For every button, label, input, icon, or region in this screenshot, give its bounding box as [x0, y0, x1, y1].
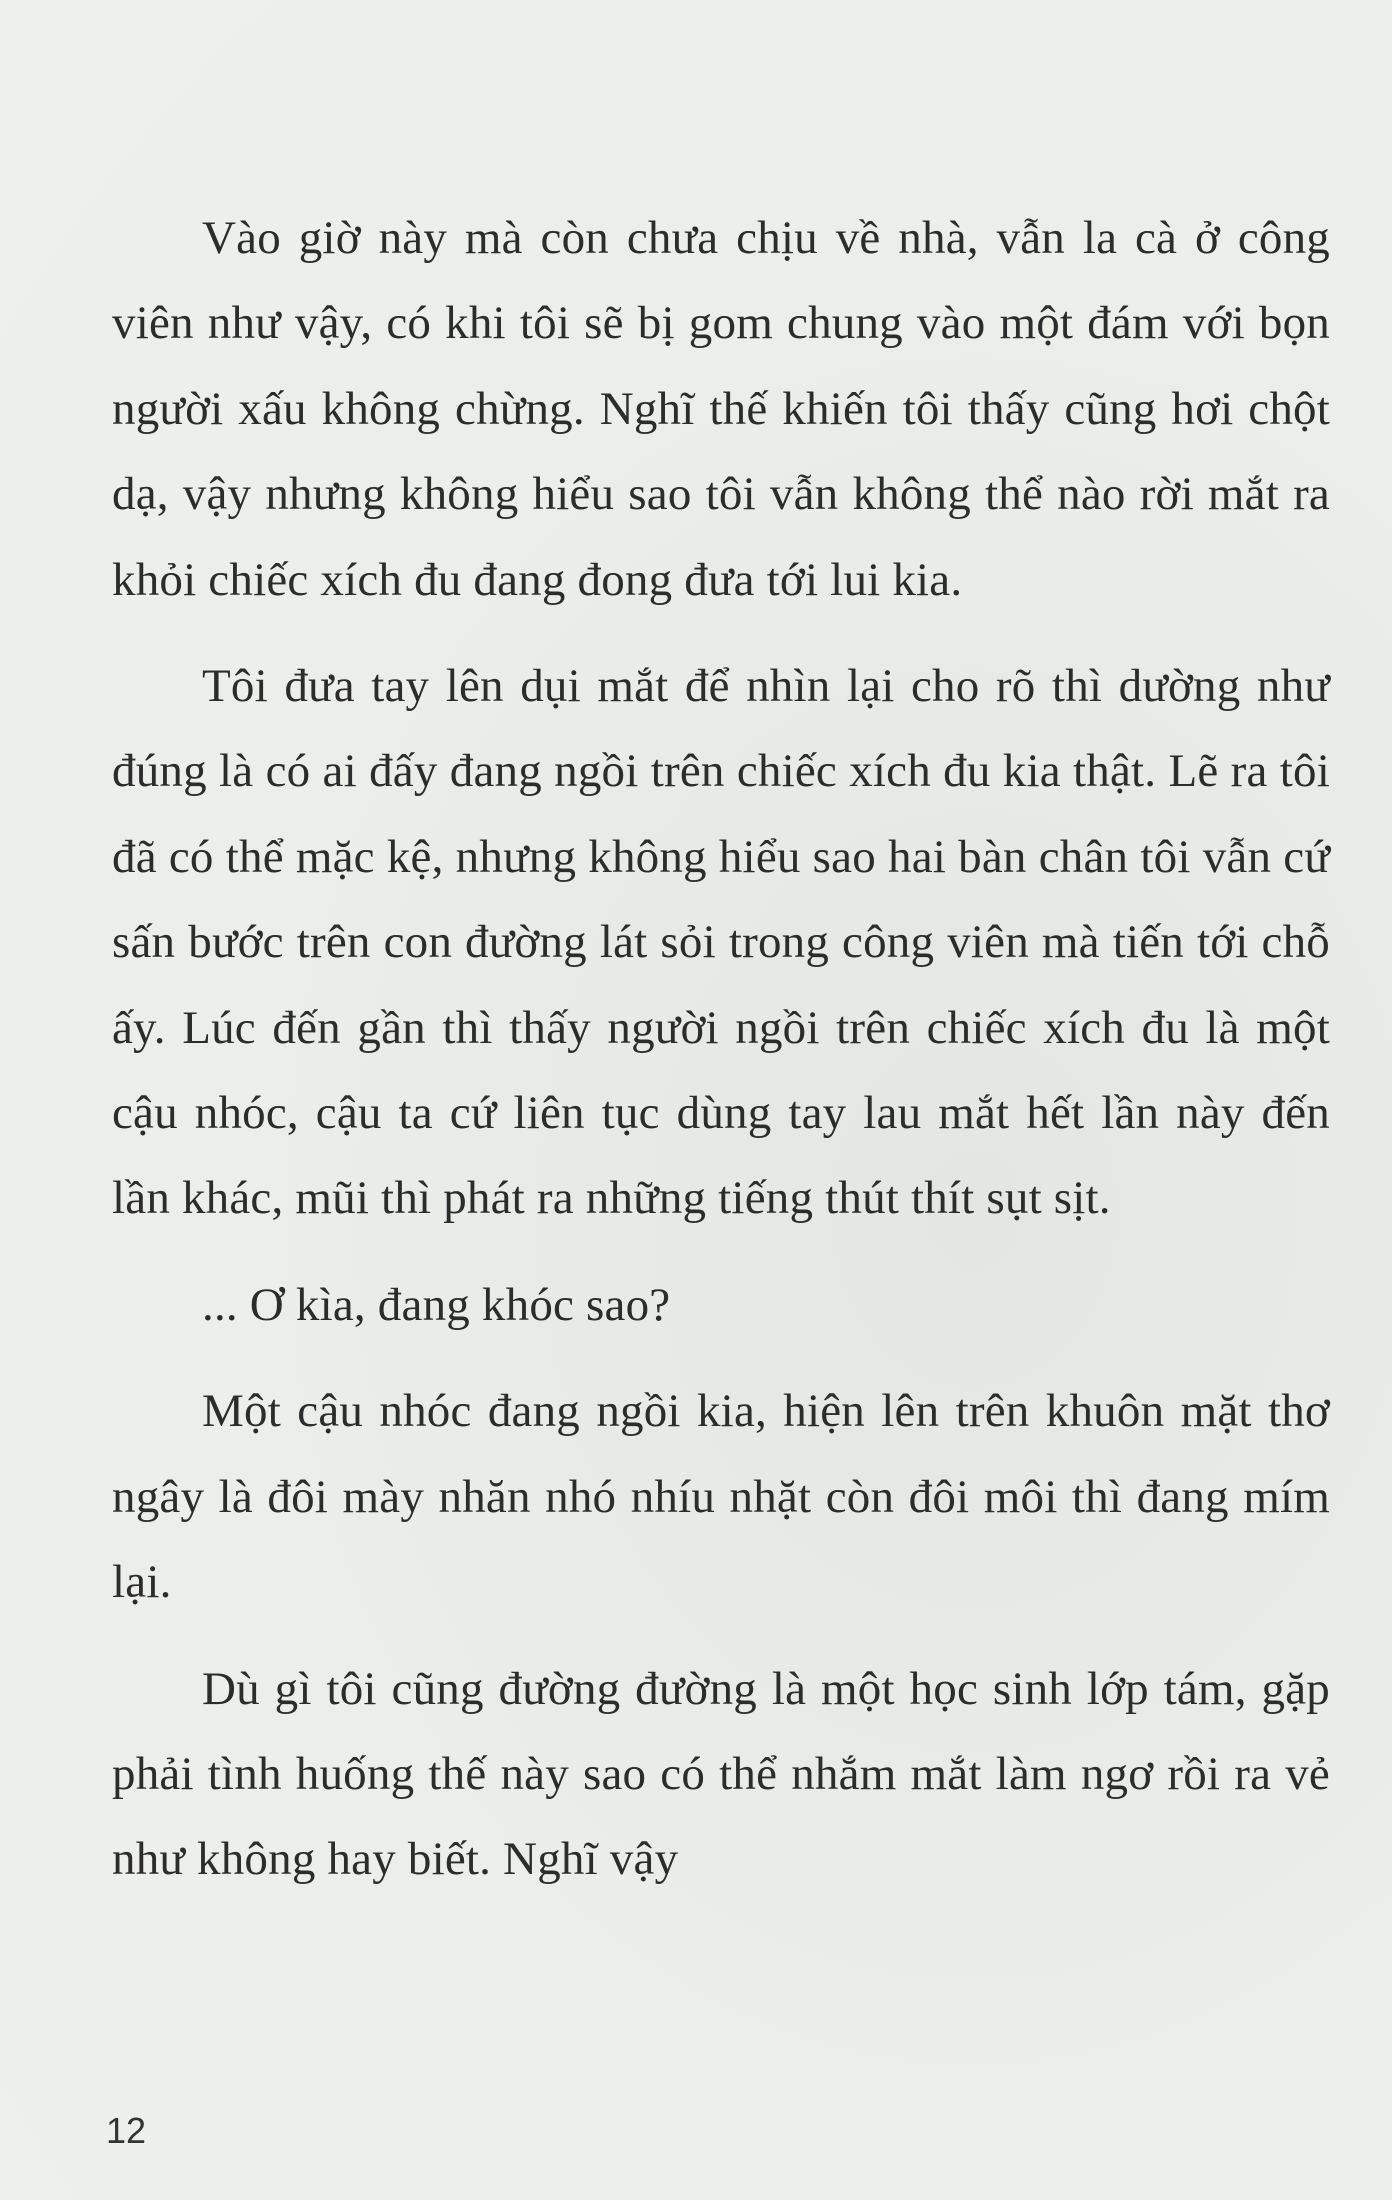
paragraph-1: Vào giờ này mà còn chưa chịu về nhà, vẫn la cà ở công viên như vậy, có khi tôi sẽ bị gom chung vào một đám với bọn người xấu không chừng. Nghĩ thế khiến tôi thấy cũng hơi chột dạ, vậy nhưng không hiểu sao tôi vẫn không thể nào rời mắt ra khỏi chiếc xích đu đang đong đưa tới lui kia. — [112, 212, 1330, 606]
paragraph-5: Dù gì tôi cũng đường đường là một học sinh lớp tám, gặp phải tình huống thế này sao có thể nhắm mắt làm ngơ rồi ra vẻ như không hay biết. Nghĩ vậy — [112, 1662, 1330, 1886]
paragraph-3: ... Ơ kìa, đang khóc sao? — [202, 1278, 671, 1331]
page-number: 12 — [106, 2110, 147, 2151]
body-text — [112, 196, 1330, 1924]
paragraph-4: Một cậu nhóc đang ngồi kia, hiện lên trên khuôn mặt thơ ngây là đôi mày nhăn nhó nhíu nhặt còn đôi môi thì đang mím lại. — [112, 1385, 1330, 1609]
paragraph-2: Tôi đưa tay lên dụi mắt để nhìn lại cho rõ thì dường như đúng là có ai đấy đang ngồi trên chiếc xích đu kia thật. Lẽ ra tôi đã có thể mặc kệ, nhưng không hiểu sao hai bàn chân tôi vẫn cứ sấn bước trên con đường lát sỏi trong công viên mà tiến tới chỗ ấy. Lúc đến gần thì thấy người ngồi trên chiếc xích đu là một cậu nhóc, cậu ta cứ liên tục dùng tay lau mắt hết lần này đến lần khác, mũi thì phát ra những tiếng thút thít sụt sịt. — [112, 660, 1330, 1225]
